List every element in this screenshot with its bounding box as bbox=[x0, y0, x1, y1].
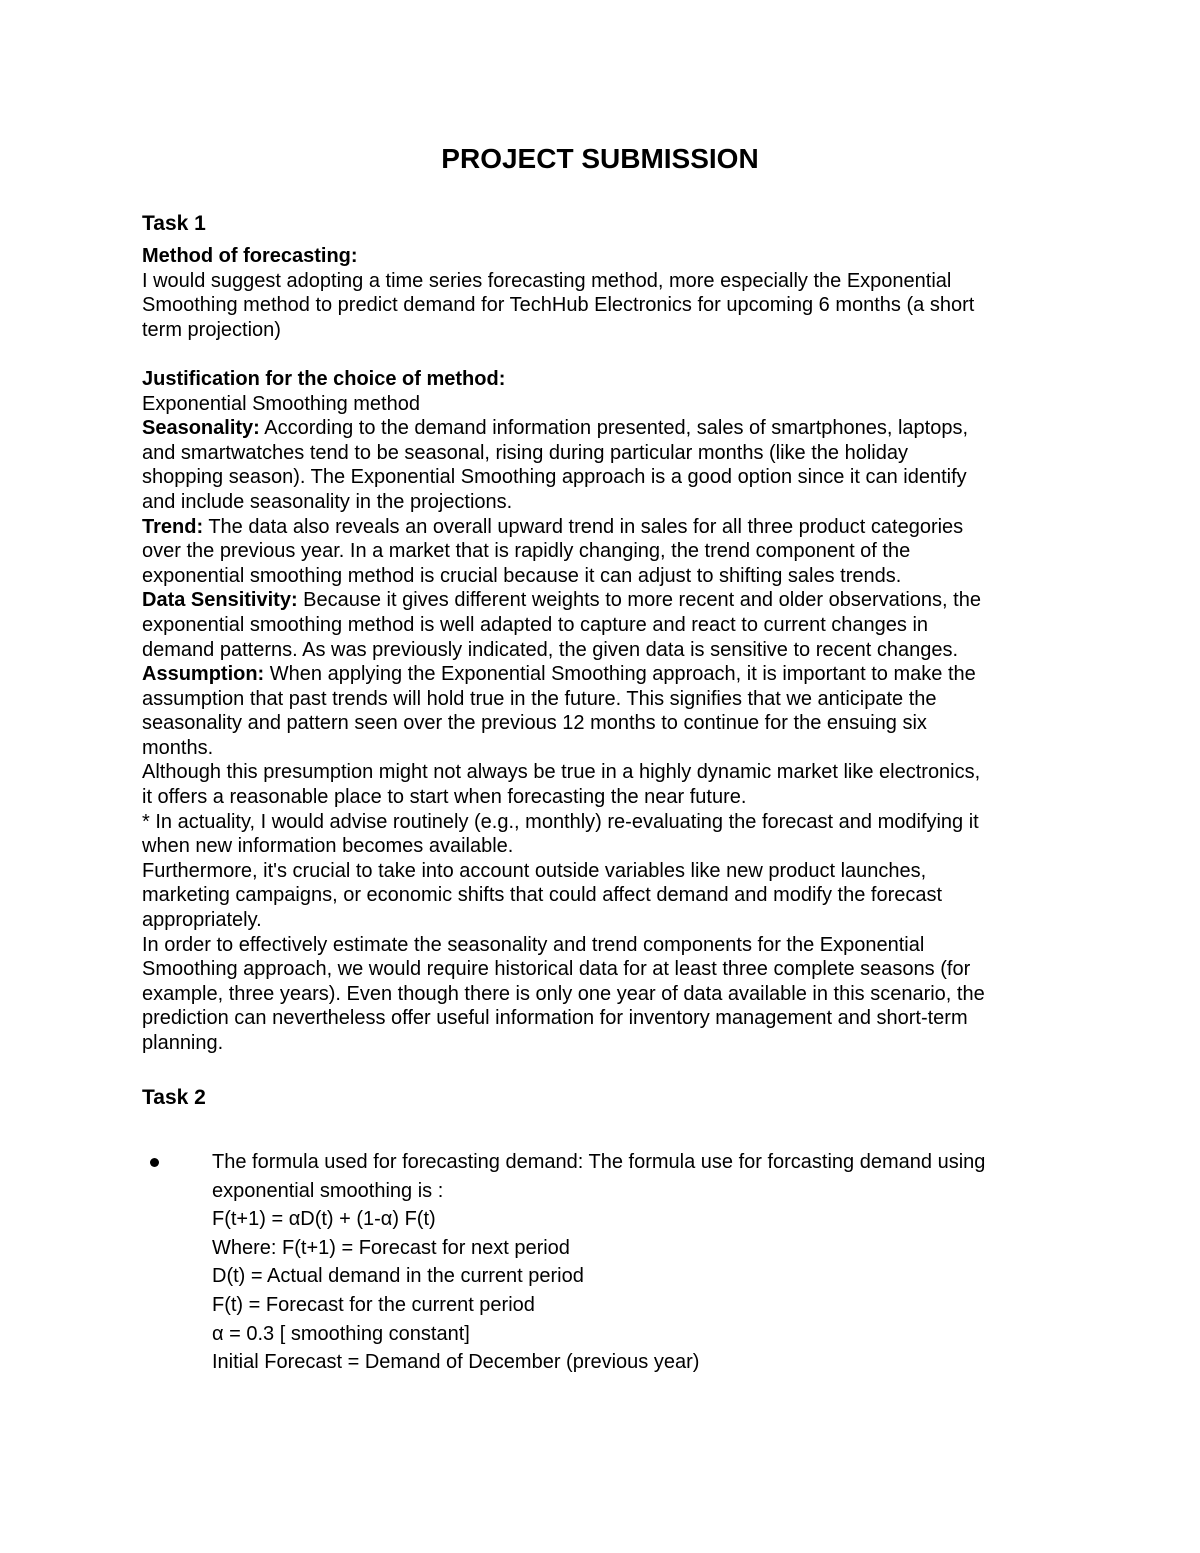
seasonality-text-line: and smartwatches tend to be seasonal, rising during particular months (like the holiday bbox=[142, 441, 908, 464]
formula-bullet bbox=[142, 1148, 1062, 1377]
assumption-text-line: months. bbox=[142, 736, 214, 759]
task1-heading: Task 1 bbox=[142, 212, 206, 235]
assumption-paragraph bbox=[142, 662, 1062, 687]
formula-definition: Where: F(t+1) = Forecast for next period bbox=[212, 1236, 570, 1259]
assumption-label: Assumption: bbox=[142, 663, 265, 686]
method-text-line: Smoothing method to predict demand for TechHub Electronics for upcoming 6 months (a short bbox=[142, 294, 975, 317]
body-text-line: when new information becomes available. bbox=[142, 835, 514, 858]
body-text-line: In order to effectively estimate the seasonality and trend components for the Exponential bbox=[142, 933, 925, 956]
seasonality-text-line: and include seasonality in the projections. bbox=[142, 490, 513, 513]
method-label: Method of forecasting: bbox=[142, 245, 358, 267]
sensitivity-text: Because it gives different weights to more recent and older observations, the bbox=[297, 589, 981, 612]
formula-text-line: exponential smoothing is : bbox=[212, 1179, 444, 1202]
justification-label: Justification for the choice of method: bbox=[142, 367, 506, 390]
body-text-line: planning. bbox=[142, 1032, 224, 1054]
bullet-icon bbox=[150, 1158, 159, 1167]
trend-text-line: exponential smoothing method is crucial because it can adjust to shifting sales trends. bbox=[142, 564, 902, 587]
body-text-line: Smoothing approach, we would require historical data for at least three complete seasons (for bbox=[142, 958, 971, 981]
assumption-text: When applying the Exponential Smoothing approach, it is important to make the bbox=[264, 663, 976, 686]
body-text-line: * In actuality, I would advise routinely (e.g., monthly) re-evaluating the forecast and modifying it bbox=[142, 810, 979, 833]
formula-equation: F(t+1) = αD(t) + (1-α) F(t) bbox=[212, 1208, 436, 1231]
task1-section bbox=[142, 212, 1062, 1056]
body-text-line: example, three years). Even though there is only one year of data available in this scenario, the bbox=[142, 982, 985, 1005]
trend-label: Trend: bbox=[142, 515, 204, 538]
sensitivity-label: Data Sensitivity: bbox=[142, 589, 298, 612]
trend-text-line: over the previous year. In a market that is rapidly changing, the trend component of the bbox=[142, 540, 911, 563]
method-text-line: I would suggest adopting a time series forecasting method, more especially the Exponential bbox=[142, 269, 952, 292]
trend-paragraph bbox=[142, 515, 1062, 540]
seasonality-text-line: shopping season). The Exponential Smoothing approach is a good option since it can identify bbox=[142, 466, 967, 489]
body-text-line: prediction can nevertheless offer useful information for inventory management and short-term bbox=[142, 1007, 968, 1030]
body-text-line: Although this presumption might not always be true in a highly dynamic market like electronics, bbox=[142, 761, 981, 784]
formula-definition: F(t) = Forecast for the current period bbox=[212, 1293, 535, 1316]
justification-method: Exponential Smoothing method bbox=[142, 392, 420, 415]
sensitivity-text-line: demand patterns. As was previously indicated, the given data is sensitive to recent changes. bbox=[142, 638, 959, 661]
sensitivity-text-line: exponential smoothing method is well adapted to capture and react to current changes in bbox=[142, 613, 929, 636]
body-text-line: appropriately. bbox=[142, 909, 262, 932]
task2-section bbox=[142, 1086, 1062, 1377]
method-text-line: term projection) bbox=[142, 318, 281, 341]
trend-text: The data also reveals an overall upward trend in sales for all three product categories bbox=[203, 515, 964, 538]
task2-heading: Task 2 bbox=[142, 1086, 206, 1109]
formula-definition: Initial Forecast = Demand of December (previous year) bbox=[212, 1351, 700, 1374]
body-text-line: marketing campaigns, or economic shifts that could affect demand and modify the forecast bbox=[142, 884, 943, 907]
assumption-text-line: seasonality and pattern seen over the previous 12 months to continue for the ensuing six bbox=[142, 712, 927, 735]
formula-definition: α = 0.3 [ smoothing constant] bbox=[212, 1322, 470, 1345]
assumption-text-line: assumption that past trends will hold true in the future. This signifies that we anticipate the bbox=[142, 687, 937, 710]
body-text-line: it offers a reasonable place to start when forecasting the near future. bbox=[142, 786, 747, 809]
formula-definition: D(t) = Actual demand in the current period bbox=[212, 1265, 584, 1288]
formula-text-line: The formula used for forecasting demand: The formula use for forcasting demand using bbox=[212, 1151, 986, 1173]
seasonality-paragraph bbox=[142, 416, 1062, 441]
body-text-line: Furthermore, it's crucial to take into account outside variables like new product launches, bbox=[142, 859, 927, 882]
paragraph-gap bbox=[142, 342, 1062, 367]
sensitivity-paragraph bbox=[142, 588, 1062, 613]
seasonality-label: Seasonality: bbox=[142, 417, 260, 440]
page-title: PROJECT SUBMISSION bbox=[441, 143, 759, 174]
seasonality-text: According to the demand information presented, sales of smartphones, laptops, bbox=[259, 417, 969, 440]
